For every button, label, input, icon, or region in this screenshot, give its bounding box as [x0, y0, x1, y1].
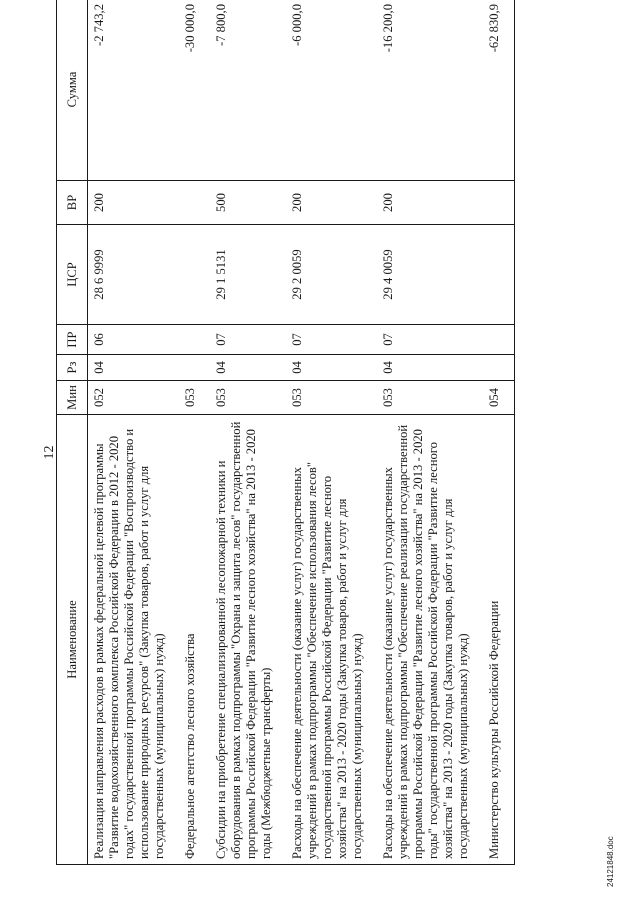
row-rz: 04: [377, 355, 483, 381]
table-row: [88, 0, 180, 865]
row-csr: [179, 225, 210, 325]
row-sum: -6 000,0: [286, 0, 377, 181]
row-min: 052: [88, 381, 180, 415]
row-sum: -16 200,0: [377, 0, 483, 181]
row-sum: -30 000,0: [179, 0, 210, 181]
row-vr: 200: [286, 181, 377, 225]
row-sum: -7 800,0: [210, 0, 286, 181]
row-name: Федеральное агентство лесного хозяйства: [179, 415, 210, 865]
row-vr: [179, 181, 210, 225]
header-sum: Сумма: [57, 0, 88, 181]
header-min: Мин: [57, 381, 88, 415]
table-row: [483, 0, 515, 865]
table-row: [377, 0, 483, 865]
table-row: [210, 0, 286, 865]
row-pr: 06: [88, 325, 180, 355]
row-min: 054: [483, 381, 515, 415]
row-vr: [483, 181, 515, 225]
row-csr: 29 4 0059: [377, 225, 483, 325]
row-rz: [483, 355, 515, 381]
row-pr: [179, 325, 210, 355]
budget-table: [56, 0, 515, 865]
row-sum: -2 743,2: [88, 0, 180, 181]
row-rz: 04: [88, 355, 180, 381]
row-rz: [179, 355, 210, 381]
row-pr: [483, 325, 515, 355]
table-header-row: [57, 0, 88, 865]
row-csr: 28 6 9999: [88, 225, 180, 325]
page-number: 12: [42, 445, 57, 460]
row-name: Министерство культуры Российской Федерации: [483, 415, 515, 865]
row-name: Расходы на обеспечение деятельности (оказание услуг) государственных учреждений в рамках подпрограммы "Обеспечение реализации государственной программы Российской Федерации "Развитие лесного хозяйства" на 2013 - 2020 годы" государственной программы Российской Федерации "Развитие лесного хозяйства" на 2013 - 2020 годы (Закупка товаров, работ и услуг для государственных (муниципальных) нужд): [377, 415, 483, 865]
row-name: Субсидии на приобретение специализированной лесопожарной техники и оборудования в рамках подпрограммы "Охрана и защита лесов" государственной программы Российской Федерации "Развитие лесного хозяйства" на 2013 - 2020 годы (Межбюджетные трансферты): [210, 415, 286, 865]
header-name: Наименование: [57, 415, 88, 865]
row-min: 053: [210, 381, 286, 415]
file-label: 24121848.doc: [606, 836, 615, 887]
row-vr: 500: [210, 181, 286, 225]
row-name: Расходы на обеспечение деятельности (оказание услуг) государственных учреждений в рамках подпрограммы "Обеспечение использования лесов" государственной программы Российской Федерации "Развитие лесного хозяйства" на 2013 - 2020 годы (Закупка товаров, работ и услуг для государственных (муниципальных) нужд): [286, 415, 377, 865]
row-name: Реализация направления расходов в рамках федеральной целевой программы "Развитие водохозяйственного комплекса Российской Федерации в 2012 - 2020 годах" государственной программы Российской Федерации "Воспроизводство и использование природных ресурсов" (Закупка товаров, работ и услуг для государственных (муниципальных) нужд): [88, 415, 180, 865]
table-row: [179, 0, 210, 865]
row-min: 053: [286, 381, 377, 415]
row-min: 053: [377, 381, 483, 415]
header-pr: ПР: [57, 325, 88, 355]
row-vr: 200: [377, 181, 483, 225]
row-min: 053: [179, 381, 210, 415]
row-csr: 29 1 5131: [210, 225, 286, 325]
table-row: [286, 0, 377, 865]
row-pr: 07: [286, 325, 377, 355]
row-sum: -62 830,9: [483, 0, 515, 181]
row-pr: 07: [210, 325, 286, 355]
header-csr: ЦСР: [57, 225, 88, 325]
row-vr: 200: [88, 181, 180, 225]
row-csr: 29 2 0059: [286, 225, 377, 325]
row-csr: [483, 225, 515, 325]
row-rz: 04: [286, 355, 377, 381]
row-rz: 04: [210, 355, 286, 381]
header-vr: ВР: [57, 181, 88, 225]
header-rz: Рз: [57, 355, 88, 381]
row-pr: 07: [377, 325, 483, 355]
